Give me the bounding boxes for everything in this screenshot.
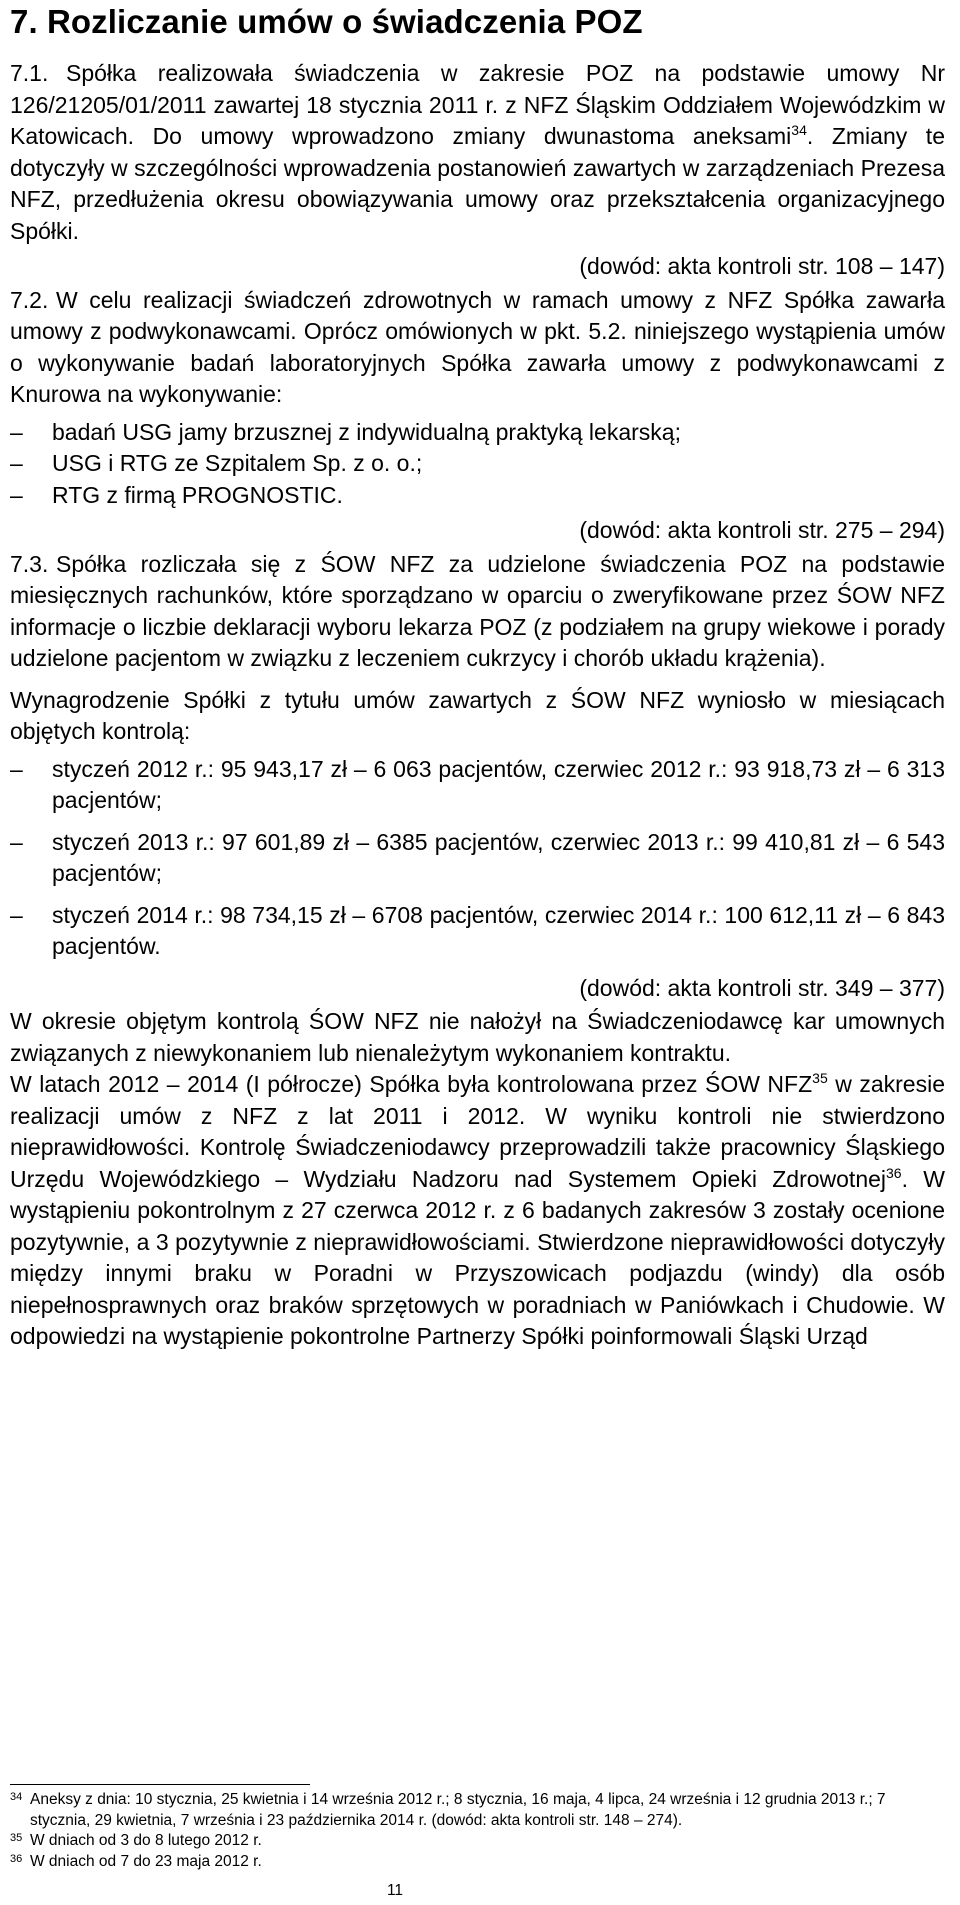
list-item: – styczeń 2014 r.: 98 734,15 zł – 6708 pacjentów, czerwiec 2014 r.: 100 612,11 zł – 6 843 pacjentów.	[10, 901, 945, 959]
footnote-text: W dniach od 7 do 23 maja 2012 r.	[30, 1852, 262, 1870]
list-item: – RTG z firmą PROGNOSTIC.	[10, 480, 945, 512]
footnote-text: Aneksy z dnia: 10 stycznia, 25 kwietnia i 14 września 2012 r.; 8 stycznia, 16 maja, 4 lipca, 24 września i 12 grudnia 2013 r.; 7 stycznia, 29 kwietnia, 7 września i 23 października 2014 r. (dowód: akta kontroli str. 148 – 274).	[30, 1791, 886, 1829]
list-item: – styczeń 2013 r.: 97 601,89 zł – 6385 pacjentów, czerwiec 2013 r.: 99 410,81 zł – 6 543 pacjentów;	[10, 828, 945, 886]
paragraph-text: . Zmiany te dotyczyły w szczególności wprowadzenia postanowień zawartych w zarządzeniach Prezesa NFZ, przedłużenia okresu obowiązywania umowy oraz przekształcenia organizacyjnego Spółki.	[10, 123, 945, 244]
document-page	[10, 0, 945, 1353]
paragraph-7-2	[10, 285, 945, 411]
evidence-note: (dowód: akta kontroli str. 349 – 377)	[579, 974, 945, 1001]
dash-bullet-icon: –	[10, 450, 23, 476]
footnote-divider	[10, 1784, 310, 1785]
list-item: – styczeń 2012 r.: 95 943,17 zł – 6 063 pacjentów, czerwiec 2012 r.: 93 918,73 zł – 6 313 pacjentów;	[10, 755, 945, 813]
paragraph-text: Spółka realizowała świadczenia w zakresie POZ na podstawie umowy Nr 126/21205/01/2011 zawartej 18 stycznia 2011 r. z NFZ Śląskim Oddziałem Wojewódzkim w Katowicach. Do umowy wprowadzono zmiany dwunastoma aneksami	[10, 60, 945, 149]
list-item: – USG i RTG ze Szpitalem Sp. z o. o.;	[10, 448, 945, 480]
footnote	[10, 1831, 945, 1852]
footnote-text: W dniach od 3 do 8 lutego 2012 r.	[30, 1832, 262, 1849]
footnote	[10, 1790, 945, 1831]
paragraph-7-3	[10, 549, 945, 675]
evidence-note: (dowód: akta kontroli str. 275 – 294)	[579, 517, 945, 543]
footnote-number: 35	[10, 1832, 23, 1844]
dash-bullet-icon: –	[10, 481, 23, 508]
document-body	[10, 58, 945, 1353]
paragraph-inspections: W latach 2012 – 2014 (I półrocze) Spółka była kontrolowana przez ŚOW NFZ$^{35}$ w zakresie realizacji umów z NFZ z lat 2011 i 2012. W wyniku kontroli nie stwierdzono nieprawidłowości. Kontrolę Świadczeniodawcy przeprowadzili także pracownicy Śląskiego Urzędu Wojewódzkiego – Wydziału Nadzoru nad Systemem Opieki Zdrowotnej$^{36}$. W wystąpieniu pokontrolnym z 27 czerwca 2012 r. z 6 badanych zakresów 3 zostały ocenione pozytywnie, a 3 pozytywnie z nieprawidłowościami. Stwierdzone nieprawidłowości dotyczyły między innymi braku w Poradni w Przyszowicach podjazdu (windy) dla osób niepełnosprawnych oraz braków sprzętowych w poradniach w Paniówkach i Chudowie. W odpowiedzi na wystąpienie pokontrolne Partnerzy Spółki poinformowali Śląski Urząd	[10, 1070, 946, 1349]
paragraph-number: 7.3.	[10, 550, 49, 577]
footnote-ref: 34	[791, 122, 807, 138]
footnote-ref: 35	[812, 1070, 828, 1086]
page-number: 11	[386, 1882, 404, 1899]
remuneration-list	[10, 754, 945, 963]
section-title: 7. Rozliczanie umów o świadczenia POZ	[10, 3, 643, 40]
dash-bullet-icon: –	[10, 755, 23, 782]
remuneration-intro: Wynagrodzenie Spółki z tytułu umów zawartych z ŚOW NFZ wyniosło w miesiącach objętych kontrolą:	[10, 686, 945, 744]
subcontractor-list	[10, 417, 945, 512]
paragraph-text: W celu realizacji świadczeń zdrowotnych w ramach umowy z NFZ Spółka zawarła umowy z podwykonawcami. Oprócz omówionych w pkt. 5.2. niniejszego wystąpienia umów o wykonywanie badań laboratoryjnych Spółka zawarła umowy z podwykonawcami z Knurowa na wykonywanie:	[10, 286, 945, 407]
paragraph-number: 7.1.	[10, 60, 49, 86]
dash-bullet-icon: –	[10, 901, 23, 928]
footnote	[10, 1852, 945, 1873]
paragraph-number: 7.2.	[10, 286, 49, 313]
paragraph-text: Spółka rozliczała się z ŚOW NFZ za udzielone świadczenia POZ na podstawie miesięcznych rachunków, które sporządzano w oparciu o zweryfikowane przez ŚOW NFZ informacje o liczbie deklaracji wyboru lekarza POZ (z podziałem na grupy wiekowe i porady udzielone pacjentom w związku z leczeniem cukrzycy i chorób układu krążenia).	[10, 550, 945, 671]
list-item: – badań USG jamy brzusznej z indywidualną praktyką lekarską;	[10, 417, 945, 449]
footnote-ref: 36	[886, 1164, 902, 1181]
paragraph-penalties: W okresie objętym kontrolą ŚOW NFZ nie nałożył na Świadczeniodawcę kar umownych związanych z niewykonaniem lub nienależytym wykonaniem kontraktu.	[10, 1008, 945, 1066]
footnote-number: 36	[10, 1852, 23, 1865]
paragraph-7-1	[10, 58, 945, 247]
evidence-note: (dowód: akta kontroli str. 108 – 147)	[579, 253, 945, 279]
dash-bullet-icon: –	[10, 828, 23, 855]
dash-bullet-icon: –	[10, 418, 23, 445]
footnote-number: 34	[10, 1791, 23, 1803]
footnotes	[10, 1790, 945, 1872]
